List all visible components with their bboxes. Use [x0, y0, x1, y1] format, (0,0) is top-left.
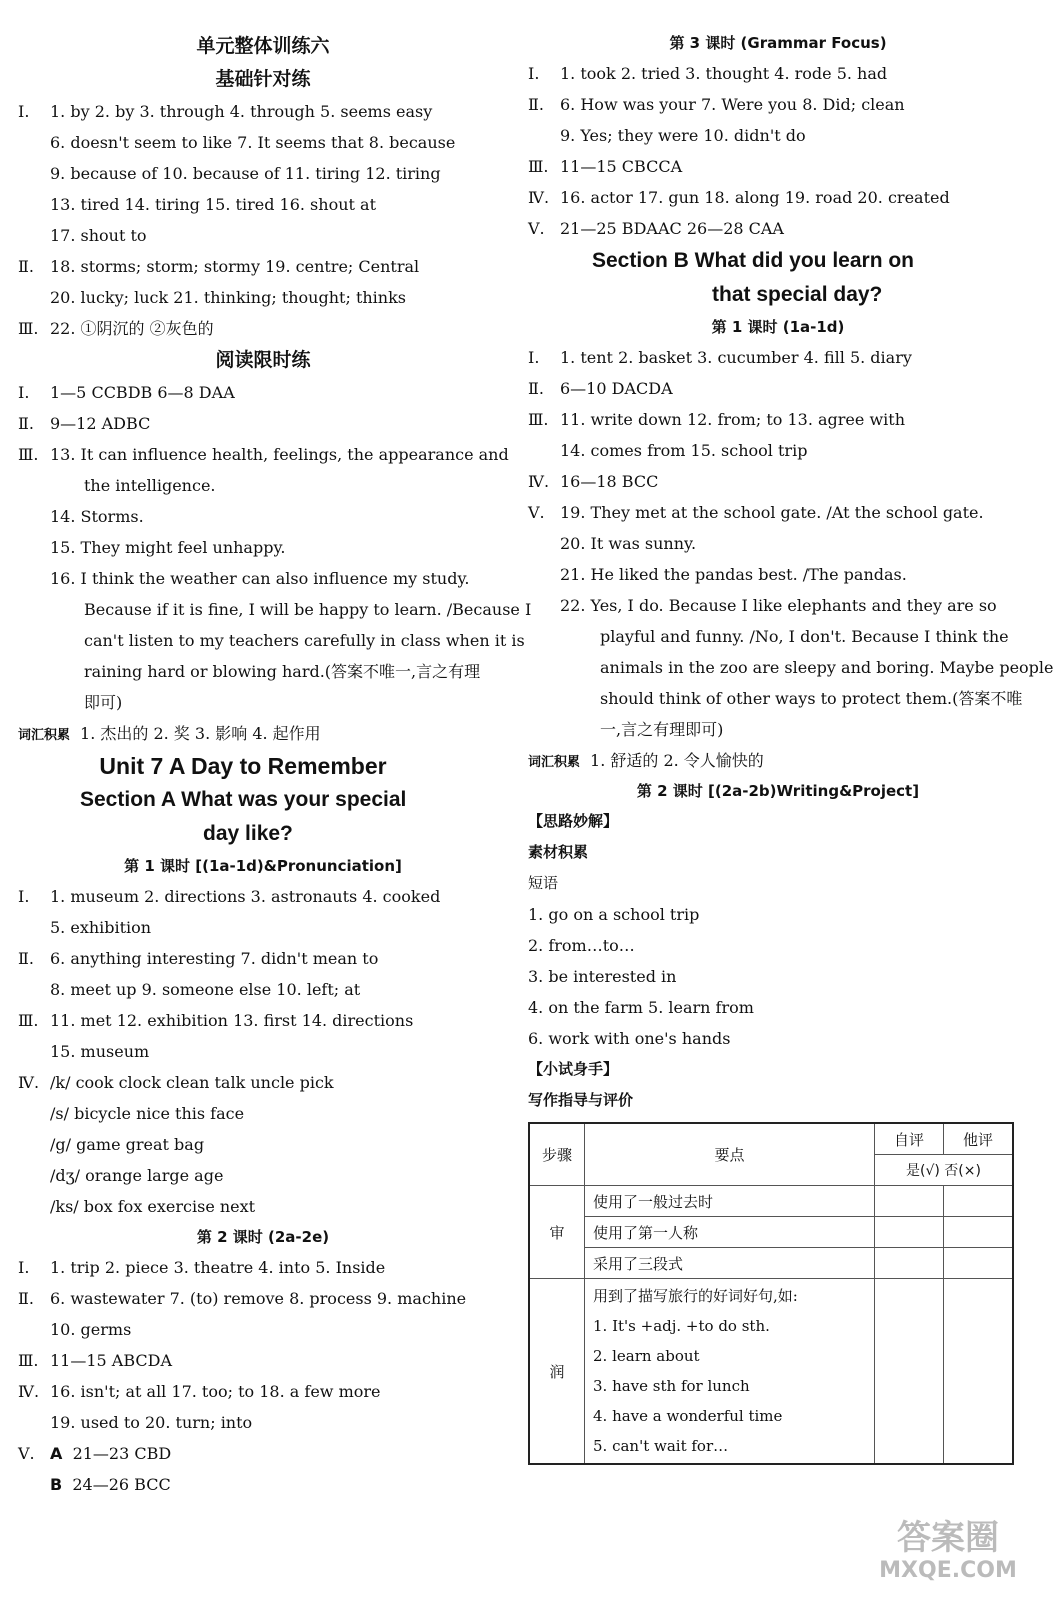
watermark-logo [863, 1518, 1033, 1590]
phonics-line: /g/ game great bag [50, 1135, 205, 1154]
phrase-item: 6. work with one's hands [528, 1029, 731, 1048]
table-row: 使用了第一人称 [585, 1217, 875, 1248]
table-cell-peer[interactable] [944, 1186, 1014, 1217]
table-row: 4. have a wonderful time [593, 1407, 783, 1425]
vocab-line: 词汇积累 1. 杰出的 2. 奖 3. 影响 4. 起作用 [18, 724, 321, 743]
answer-line: Ⅲ. 11—15 ABCDA [18, 1351, 173, 1370]
table-cell-self[interactable] [875, 1279, 944, 1465]
table-row-polish [585, 1279, 875, 1465]
table-cell-self[interactable] [875, 1248, 944, 1279]
try-label: 【小试身手】 [528, 1060, 619, 1078]
vocab-label: 词汇积累 [18, 728, 71, 743]
reading-practice-title: 阅读限时练 [215, 349, 311, 371]
phonics-line: /dʒ/ orange large age [50, 1166, 224, 1185]
answer-line: B 24—26 BCC [50, 1475, 171, 1494]
phrase-item: 3. be interested in [528, 967, 677, 986]
answer-line: 22. Yes, I do. Because I like elephants and they are so [560, 596, 997, 615]
answer-line: Ⅱ. 18. storms; storm; stormy 19. centre; Central [18, 257, 420, 276]
watermark-url: MXQE.COM [879, 1558, 1017, 1583]
phrases-label: 短语 [528, 874, 559, 892]
answer-line: 即可) [84, 693, 123, 712]
answer-line: Ⅱ. 6. anything interesting 7. didn't mean to [18, 949, 379, 968]
right-column [528, 28, 1054, 1465]
table-row: 用到了描写旅行的好词好句,如: [593, 1287, 798, 1305]
answer-line: Ⅲ. 22. ①阴沉的 ②灰色的 [18, 319, 214, 338]
answer-line: 13. tired 14. tiring 15. tired 16. shout at [50, 195, 376, 214]
thinking-label: 【思路妙解】 [528, 812, 619, 830]
sectionA-title-cont: day like? [203, 822, 293, 845]
answer-line: animals in the zoo are sleepy and boring. Maybe people [600, 658, 1054, 677]
writing-guide-table [528, 1122, 1014, 1465]
answer-line: 14. comes from 15. school trip [560, 441, 808, 460]
answer-line: 16. I think the weather can also influence my study. [50, 569, 470, 588]
phrase-item: 2. from…to… [528, 936, 635, 955]
answer-line: Ⅴ. 21—25 BDAAC 26—28 CAA [528, 219, 784, 238]
table-header-yesno: 是(√) 否(×) [875, 1155, 1014, 1186]
answer-line: raining hard or blowing hard.(答案不唯一,言之有理 [84, 662, 481, 681]
lesson1-title: 第 1 课时 [(1a-1d)&Pronunciation] [124, 857, 402, 875]
answer-line: Ⅰ. 1. tent 2. basket 3. cucumber 4. fill 5. diary [528, 348, 912, 367]
answer-line: Ⅲ. 11—15 CBCCA [528, 157, 683, 176]
answer-line: the intelligence. [84, 476, 216, 495]
answer-line: 8. meet up 9. someone else 10. left; at [50, 980, 361, 999]
unit7-title: Unit 7 A Day to Remember [99, 753, 387, 779]
vocab-line: 词汇积累 1. 舒适的 2. 令人愉快的 [528, 751, 764, 770]
watermark-logo-text: 答案圈 [897, 1518, 999, 1558]
answer-line: Ⅰ. 1. museum 2. directions 3. astronauts 4. cooked [18, 887, 441, 906]
table-cell-peer[interactable] [944, 1217, 1014, 1248]
phonics-line: Ⅳ. /k/ cook clock clean talk uncle pick [18, 1073, 334, 1092]
answer-line: should think of other ways to protect them.(答案不唯 [600, 689, 1023, 708]
table-row: 3. have sth for lunch [593, 1377, 750, 1395]
left-column [18, 30, 532, 1500]
answer-line: can't listen to my teachers carefully in class when it is [84, 631, 525, 650]
phonics-line: /ks/ box fox exercise next [50, 1197, 256, 1216]
guide-label: 写作指导与评价 [528, 1091, 634, 1109]
phonics-line: /s/ bicycle nice this face [50, 1104, 245, 1123]
answer-line: Ⅲ. 13. It can influence health, feelings, the appearance and [18, 445, 509, 464]
vocab-label: 词汇积累 [528, 755, 581, 770]
answer-line: 6. doesn't seem to like 7. It seems that 8. because [50, 133, 456, 152]
table-cell-self[interactable] [875, 1217, 944, 1248]
answer-line: 14. Storms. [50, 507, 144, 526]
answer-line: Ⅰ. 1. took 2. tried 3. thought 4. rode 5. had [528, 64, 888, 83]
answer-line: Ⅱ. 9—12 ADBC [18, 414, 151, 433]
answer-line: Because if it is fine, I will be happy to learn. /Because I [84, 600, 532, 619]
phrase-item: 4. on the farm 5. learn from [528, 998, 754, 1017]
table-step-polish: 润 [529, 1279, 585, 1465]
table-row: 使用了一般过去时 [585, 1186, 875, 1217]
table-header-self: 自评 [875, 1123, 944, 1155]
table-row: 2. learn about [593, 1347, 700, 1365]
b-lesson2-title: 第 2 课时 [(2a-2b)Writing&Project] [636, 782, 920, 800]
b-lesson1-title: 第 1 课时 (1a-1d) [711, 318, 845, 336]
unit-training-title: 单元整体训练六 [196, 35, 330, 57]
table-cell-self[interactable] [875, 1186, 944, 1217]
answer-line: 一,言之有理即可) [600, 720, 724, 739]
material-label: 素材积累 [528, 843, 589, 861]
table-header-step: 步骤 [529, 1123, 585, 1186]
answer-line: 5. exhibition [50, 918, 152, 937]
answer-line: Ⅰ. 1—5 CCBDB 6—8 DAA [18, 383, 235, 402]
table-row: 5. can't wait for… [593, 1437, 729, 1455]
answer-line: 15. They might feel unhappy. [50, 538, 286, 557]
answer-line: Ⅲ. 11. write down 12. from; to 13. agree with [528, 410, 905, 429]
answer-line: Ⅰ. 1. trip 2. piece 3. theatre 4. into 5. Inside [18, 1258, 386, 1277]
answer-line: 19. used to 20. turn; into [50, 1413, 253, 1432]
answer-line: Ⅳ. 16—18 BCC [528, 472, 659, 491]
answer-line: Ⅳ. 16. isn't; at all 17. too; to 18. a few more [18, 1382, 381, 1401]
answer-line: Ⅴ. A 21—23 CBD [18, 1444, 172, 1463]
sectionB-title: Section B What did you learn on [592, 249, 915, 272]
table-cell-peer[interactable] [944, 1279, 1014, 1465]
answer-line: Ⅱ. 6. wastewater 7. (to) remove 8. process 9. machine [18, 1289, 467, 1308]
answer-line: 9. because of 10. because of 11. tiring 12. tiring [50, 164, 441, 183]
answer-line: Ⅱ. 6—10 DACDA [528, 379, 673, 398]
lesson2-title: 第 2 课时 (2a-2e) [196, 1228, 330, 1246]
answer-line: Ⅰ. 1. by 2. by 3. through 4. through 5. seems easy [18, 102, 433, 121]
table-cell-peer[interactable] [944, 1248, 1014, 1279]
answer-line: playful and funny. /No, I don't. Because I think the [600, 627, 1009, 646]
answer-line: Ⅴ. 19. They met at the school gate. /At the school gate. [528, 503, 984, 522]
answer-line: 20. It was sunny. [560, 534, 697, 553]
table-row: 1. It's +adj. +to do sth. [593, 1317, 770, 1335]
sectionB-title-cont: that special day? [712, 283, 883, 306]
phrase-item: 1. go on a school trip [528, 905, 700, 924]
answer-line: 20. lucky; luck 21. thinking; thought; thinks [50, 288, 406, 307]
table-header-peer: 他评 [944, 1123, 1014, 1155]
answer-line: Ⅲ. 11. met 12. exhibition 13. first 14. directions [18, 1011, 414, 1030]
table-header-points: 要点 [585, 1123, 875, 1186]
table-row: 采用了三段式 [585, 1248, 875, 1279]
answer-line: Ⅳ. 16. actor 17. gun 18. along 19. road 20. created [528, 188, 950, 207]
lesson3-title: 第 3 课时 (Grammar Focus) [669, 34, 887, 52]
table-step-review: 审 [529, 1186, 585, 1279]
answer-line: 9. Yes; they were 10. didn't do [560, 126, 806, 145]
answer-line: 17. shout to [50, 226, 147, 245]
basic-practice-title: 基础针对练 [215, 68, 311, 90]
answer-line: 15. museum [50, 1042, 150, 1061]
answer-line: Ⅱ. 6. How was your 7. Were you 8. Did; clean [528, 95, 905, 114]
answer-line: 21. He liked the pandas best. /The pandas. [560, 565, 907, 584]
answer-line: 10. germs [50, 1320, 132, 1339]
sectionA-title: Section A What was your special [80, 788, 407, 811]
